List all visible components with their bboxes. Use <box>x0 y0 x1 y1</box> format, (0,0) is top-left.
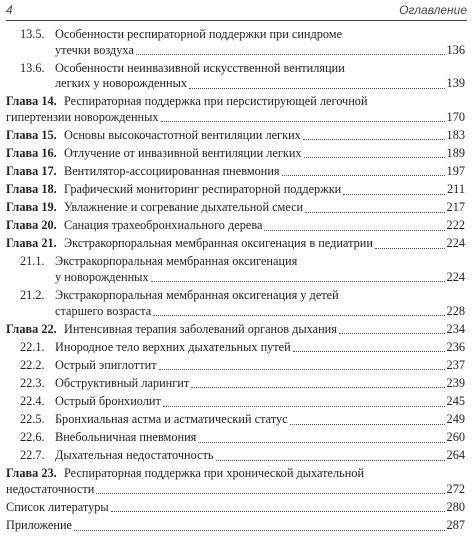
dot-leader <box>136 54 445 55</box>
section-number: 13.6. <box>20 60 45 75</box>
toc-entry[interactable] <box>0 394 473 410</box>
chapter-number: Глава 18. <box>6 182 57 197</box>
chapter-number: Глава 21. <box>6 236 57 251</box>
toc-entry[interactable] <box>0 322 473 338</box>
section-number: 22.4. <box>20 394 45 408</box>
page-ref: 234 <box>446 321 465 336</box>
page-ref: 211 <box>447 182 465 197</box>
entry-title-line: легких у новорожденных <box>55 76 188 91</box>
toc-entry[interactable] <box>0 218 473 234</box>
dot-leader <box>198 442 445 443</box>
toc-entry[interactable] <box>0 164 473 180</box>
toc-entry[interactable] <box>0 200 473 216</box>
chapter-number: Глава 16. <box>6 145 57 160</box>
dot-leader <box>151 281 445 282</box>
page-ref: 139 <box>446 76 465 91</box>
entry-title-line: Список литературы <box>6 499 109 514</box>
chapter-number: Глава 14. <box>6 94 57 109</box>
chapter-number: Глава 15. <box>6 127 57 142</box>
page-ref: 228 <box>446 303 465 318</box>
page-ref: 260 <box>446 430 465 445</box>
page-ref: 264 <box>446 448 465 463</box>
entry-title-line: Острый эпиглоттит <box>55 357 157 372</box>
toc-entry[interactable] <box>0 27 473 58</box>
dot-leader <box>264 230 445 231</box>
dot-leader <box>343 194 445 195</box>
entry-title-line: утечки воздуха <box>55 42 134 57</box>
toc-entry[interactable] <box>0 518 473 534</box>
dot-leader <box>375 248 445 249</box>
chapter-number: Глава 22. <box>6 321 57 336</box>
dot-leader <box>74 530 445 531</box>
toc-entry[interactable] <box>0 448 473 464</box>
page-ref: 217 <box>446 200 465 215</box>
dot-leader <box>303 139 445 140</box>
page-ref: 287 <box>446 518 465 533</box>
section-number: 21.2. <box>20 288 45 303</box>
chapter-number: Глава 17. <box>6 163 57 178</box>
dot-leader <box>290 424 445 425</box>
page-ref: 224 <box>446 269 465 284</box>
toc-entry[interactable] <box>0 146 473 162</box>
entry-title-line: недостаточности <box>6 481 95 496</box>
entry-title-line: Основы высокочастотной вентиляции легких <box>64 127 301 142</box>
toc-entry[interactable] <box>0 288 473 319</box>
entry-title-line: Бронхиальная астма и астматический статус <box>55 412 288 427</box>
page-ref: 236 <box>446 339 465 354</box>
chapter-number: Глава 19. <box>6 200 57 215</box>
page-ref: 189 <box>446 145 465 160</box>
dot-leader <box>305 212 445 213</box>
toc-entry[interactable] <box>0 466 473 497</box>
running-header <box>6 0 467 21</box>
entry-title-line: Вентилятор-ассоциированная пневмония <box>64 163 280 178</box>
page-ref: 224 <box>446 236 465 251</box>
dot-leader <box>216 460 445 461</box>
entry-title-line: Особенности респираторной поддержки при синдроме <box>55 27 343 41</box>
running-title: Оглавление <box>399 3 467 17</box>
chapter-number: Глава 23. <box>6 466 57 481</box>
entry-title-line: Инородное тело верхних дыхательных путей <box>55 339 291 354</box>
chapter-number: Глава 20. <box>6 218 57 233</box>
entry-title-line: Острый бронхиолит <box>55 394 161 408</box>
entry-title-line: Отлучение от инвазивной вентиляции легких <box>64 145 302 160</box>
page-ref: 245 <box>446 394 465 408</box>
entry-title-line: Интенсивная терапия заболеваний органов дыхания <box>64 321 337 336</box>
entry-title-line: гипертензии новорожденных <box>6 109 159 124</box>
page-ref: 237 <box>446 357 465 372</box>
dot-leader <box>189 88 445 89</box>
entry-title-line: старшего возраста <box>55 303 152 318</box>
entry-title-line: Респираторная поддержка при хронической дыхательной <box>64 466 365 481</box>
dot-leader <box>96 493 445 494</box>
dot-leader <box>191 387 445 388</box>
toc-entry[interactable] <box>0 94 473 125</box>
entry-title-line: Графический мониторинг респираторной поддержки <box>64 182 342 197</box>
page-ref: 183 <box>446 127 465 142</box>
toc-entry[interactable] <box>0 61 473 92</box>
section-number: 21.1. <box>20 254 45 269</box>
section-number: 22.5. <box>20 412 45 427</box>
entry-title-line: у новорожденных <box>55 269 149 284</box>
section-number: 22.3. <box>20 375 45 390</box>
entry-title-line: Приложение <box>6 518 72 533</box>
entry-title-line: Респираторная поддержка при персистирующей легочной <box>64 94 368 109</box>
entry-title-line: Экстракорпоральная мембранная оксигенация у детей <box>55 288 339 303</box>
toc-entry[interactable] <box>0 182 473 198</box>
section-number: 22.6. <box>20 430 45 445</box>
entry-title-line: Обструктивный ларингит <box>55 375 190 390</box>
section-number: 22.7. <box>20 448 45 463</box>
page-ref: 272 <box>446 481 465 496</box>
table-of-contents <box>0 27 473 534</box>
page-ref: 239 <box>446 375 465 390</box>
entry-title-line: Особенности неинвазивной искусственной вентиляции <box>55 60 345 75</box>
dot-leader <box>339 333 445 334</box>
toc-entry[interactable] <box>0 340 473 356</box>
entry-title-line: Экстракорпоральная мембранная оксигенация в педиатрии <box>64 236 373 251</box>
page-ref: 197 <box>446 163 465 178</box>
dot-leader <box>153 315 445 316</box>
toc-entry[interactable] <box>0 358 473 374</box>
entry-title-line: Санация трахеобронхиального дерева <box>64 218 263 233</box>
dot-leader <box>159 369 445 370</box>
dot-leader <box>304 157 445 158</box>
dot-leader <box>293 351 445 352</box>
toc-entry[interactable] <box>0 376 473 392</box>
entry-title-line: Дыхательная недостаточность <box>55 448 214 463</box>
page-number: 4 <box>6 3 13 17</box>
toc-entry[interactable] <box>0 412 473 428</box>
dot-leader <box>163 406 445 407</box>
dot-leader <box>161 121 445 122</box>
dot-leader <box>282 175 445 176</box>
entry-title-line: Внебольничная пневмония <box>55 430 197 445</box>
page-ref: 170 <box>446 109 465 124</box>
section-number: 22.2. <box>20 357 45 372</box>
toc-entry[interactable] <box>0 254 473 285</box>
page-ref: 136 <box>446 42 465 57</box>
toc-entry[interactable] <box>0 500 473 516</box>
dot-leader <box>111 511 445 512</box>
entry-title-line: Увлажнение и согревание дыхательной смеси <box>64 200 304 215</box>
section-number: 13.5. <box>20 27 45 41</box>
section-number: 22.1. <box>20 339 45 354</box>
page-ref: 222 <box>446 218 465 233</box>
toc-entry[interactable] <box>0 430 473 446</box>
page-ref: 280 <box>446 499 465 514</box>
toc-entry[interactable] <box>0 236 473 252</box>
toc-entry[interactable] <box>0 128 473 144</box>
page-ref: 249 <box>446 412 465 427</box>
entry-title-line: Экстракорпоральная мембранная оксигенация <box>55 254 298 269</box>
